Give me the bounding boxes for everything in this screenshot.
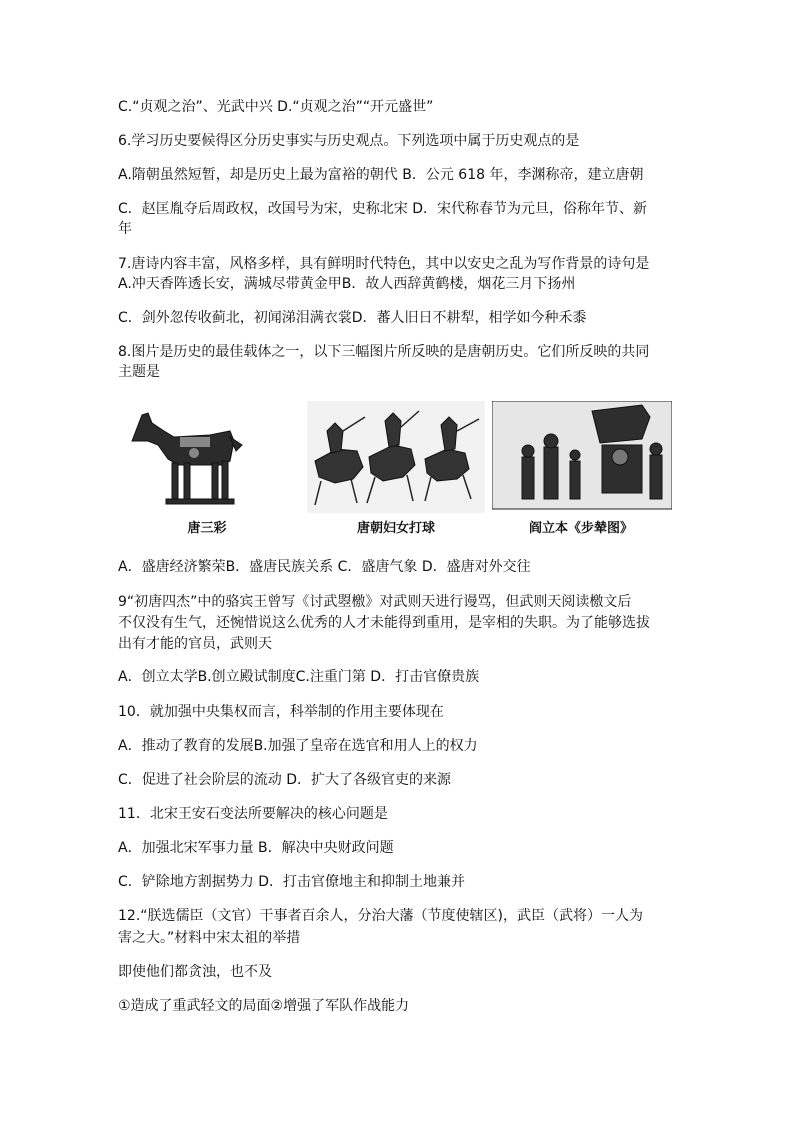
q7-options-ab: A.冲天香阵透长安，满城尽带黄金甲B．故人西辞黄鹤楼，烟花三月下扬州 [118,276,576,292]
question-12-stem-cont2: 即使他们都贪浊，也不及 [118,964,272,980]
q6-options-ab: A.隋朝虽然短暂，却是历史上最为富裕的朝代 B．公元 618 年，李渊称帝，建立唐朝 [118,167,644,183]
question-9-stem: 9“初唐四杰”中的骆宾王曾写《讨武曌檄》对武则天进行谩骂，但武则天阅读檄文后 [118,594,632,610]
question-6-stem: 6.学习历史要候得区分历史事实与历史观点。下列选项中属于历史观点的是 [118,133,580,149]
figure-caption: 唐三彩 [187,521,227,536]
q6-options-cd-cont: 年 [118,221,132,237]
q10-options-ab: A．推动了教育的发展B.加强了皇帝在选官和用人上的权力 [118,738,478,754]
q8-options: A．盛唐经济繁荣B．盛唐民族关系 C．盛唐气象 D．盛唐对外交往 [118,559,531,575]
question-10-stem: 10．就加强中央集权而言，科举制的作用主要体现在 [118,704,444,720]
question-7-stem: 7.唐诗内容丰富，风格多样，具有鲜明时代特色，其中以安史之乱为写作背景的诗句是 [118,256,650,272]
question-8-figures [118,401,674,543]
bunian-tu-painting-image [492,401,672,513]
q10-options-cd: C．促进了社会阶层的流动 D．扩大了各级官吏的来源 [118,772,452,788]
figure-caption: 阎立本《步辇图》 [528,521,633,536]
q11-options-cd: C．铲除地方割据势力 D．打击官僚地主和抑制土地兼并 [118,874,466,890]
question-8-stem-cont: 主题是 [118,364,160,380]
tang-sancai-horse-image [118,401,296,513]
figure-women-polo [307,401,485,543]
q11-options-ab: A．加强北宋军事力量 B．解决中央财政问题 [118,840,394,856]
line: C.“贞观之治”、光武中兴 D.“贞观之治”“开元盛世” [118,99,434,115]
figure-tang-sancai [118,401,296,543]
figure-caption: 唐朝妇女打球 [356,521,435,536]
question-11-stem: 11．北宋王安石变法所要解决的核心问题是 [118,806,388,822]
question-9-stem-cont: 不仅没有生气，还惋惜说这么优秀的人才未能得到重用，是宰相的失职。为了能够选拔 [118,615,650,631]
question-12-stem: 12.“朕选儒臣（文官）干事者百余人，分治大藩（节度使辖区)，武臣（武将）一人为 [118,908,643,924]
q7-options-cd: C．剑外忽传收蓟北，初闻涕泪满衣裳D．蕃人旧日不耕犁，相学如今种禾黍 [118,310,587,326]
figure-bunian-tu [492,401,670,543]
question-9-stem-cont2: 出有才能的官员，武则天 [118,636,272,652]
women-polo-painting-image [307,401,485,513]
q6-options-cd: C．赵匡胤夺后周政权，改国号为宋，史称北宋 D．宋代称春节为元旦，俗称年节、新 [118,201,648,217]
q12-options-12: ①造成了重武轻文的局面②增强了军队作战能力 [118,998,410,1014]
question-12-stem-cont: 害之大。”材料中宋太祖的举措 [118,930,301,946]
q9-options: A．创立太学B.创立殿试制度C.注重门第 D．打击官僚贵族 [118,669,480,685]
question-8-stem: 8.图片是历史的最佳载体之一，以下三幅图片所反映的是唐朝历史。它们所反映的共同 [118,344,650,360]
